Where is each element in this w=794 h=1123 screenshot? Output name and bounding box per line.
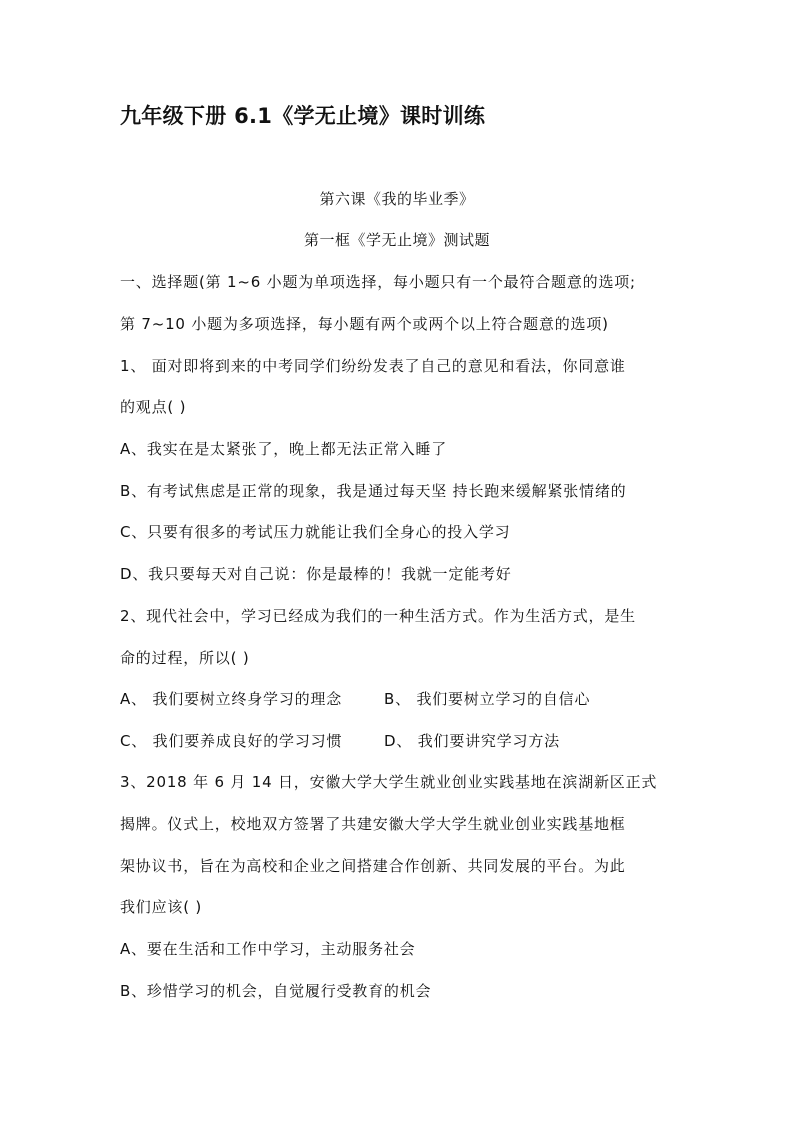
question-3-option-b: B、珍惜学习的机会，自觉履行受教育的机会	[120, 982, 432, 1000]
question-2-options-row-1	[120, 689, 591, 709]
question-2-stem-line-2: 命的过程，所以( )	[120, 649, 250, 667]
instructions-line-2: 第 7~10 小题为多项选择，每小题有两个或两个以上符合题意的选项)	[120, 315, 609, 333]
question-3-stem-line-2: 揭牌。仪式上，校地双方签署了共建安徽大学大学生就业创业实践基地框	[120, 815, 626, 833]
question-2-option-b: B、 我们要树立学习的自信心	[384, 690, 591, 708]
question-3-stem-line-4: 我们应该( )	[120, 898, 203, 916]
question-2-option-d: D、 我们要讲究学习方法	[384, 732, 560, 750]
question-3-stem-line-3: 架协议书，旨在为高校和企业之间搭建合作创新、共同发展的平台。为此	[120, 857, 626, 875]
question-2-stem-line-1: 2、现代社会中，学习已经成为我们的一种生活方式。作为生活方式，是生	[120, 607, 636, 625]
question-1-option-c: C、只要有很多的考试压力就能让我们全身心的投入学习	[120, 523, 511, 541]
section-heading: 第一框《学无止境》测试题	[303, 231, 490, 249]
lesson-heading: 第六课《我的毕业季》	[319, 190, 475, 208]
question-3-option-a: A、要在生活和工作中学习，主动服务社会	[120, 940, 416, 958]
question-1-stem-line-1: 1、 面对即将到来的中考同学们纷纷发表了自己的意见和看法，你同意谁	[120, 357, 626, 375]
instructions-line-1: 一、选择题(第 1~6 小题为单项选择，每小题只有一个最符合题意的选项;	[120, 273, 636, 291]
document-title: 九年级下册 6.1《学无止境》课时训练	[120, 104, 486, 128]
question-2-option-c: C、 我们要养成良好的学习习惯	[120, 732, 343, 750]
question-1-option-d: D、我只要每天对自己说：你是最棒的！我就一定能考好	[120, 565, 512, 583]
question-3-stem-line-1: 3、2018 年 6 月 14 日，安徽大学大学生就业创业实践基地在滨湖新区正式	[120, 773, 658, 791]
question-1-option-a: A、我实在是太紧张了，晚上都无法正常入睡了	[120, 440, 448, 458]
question-1-option-b: B、有考试焦虑是正常的现象，我是通过每天坚 持长跑来缓解紧张情绪的	[120, 482, 627, 500]
question-2-options-row-2	[120, 731, 560, 751]
question-2-option-a: A、 我们要树立终身学习的理念	[120, 690, 343, 708]
question-1-stem-line-2: 的观点( )	[120, 398, 187, 416]
